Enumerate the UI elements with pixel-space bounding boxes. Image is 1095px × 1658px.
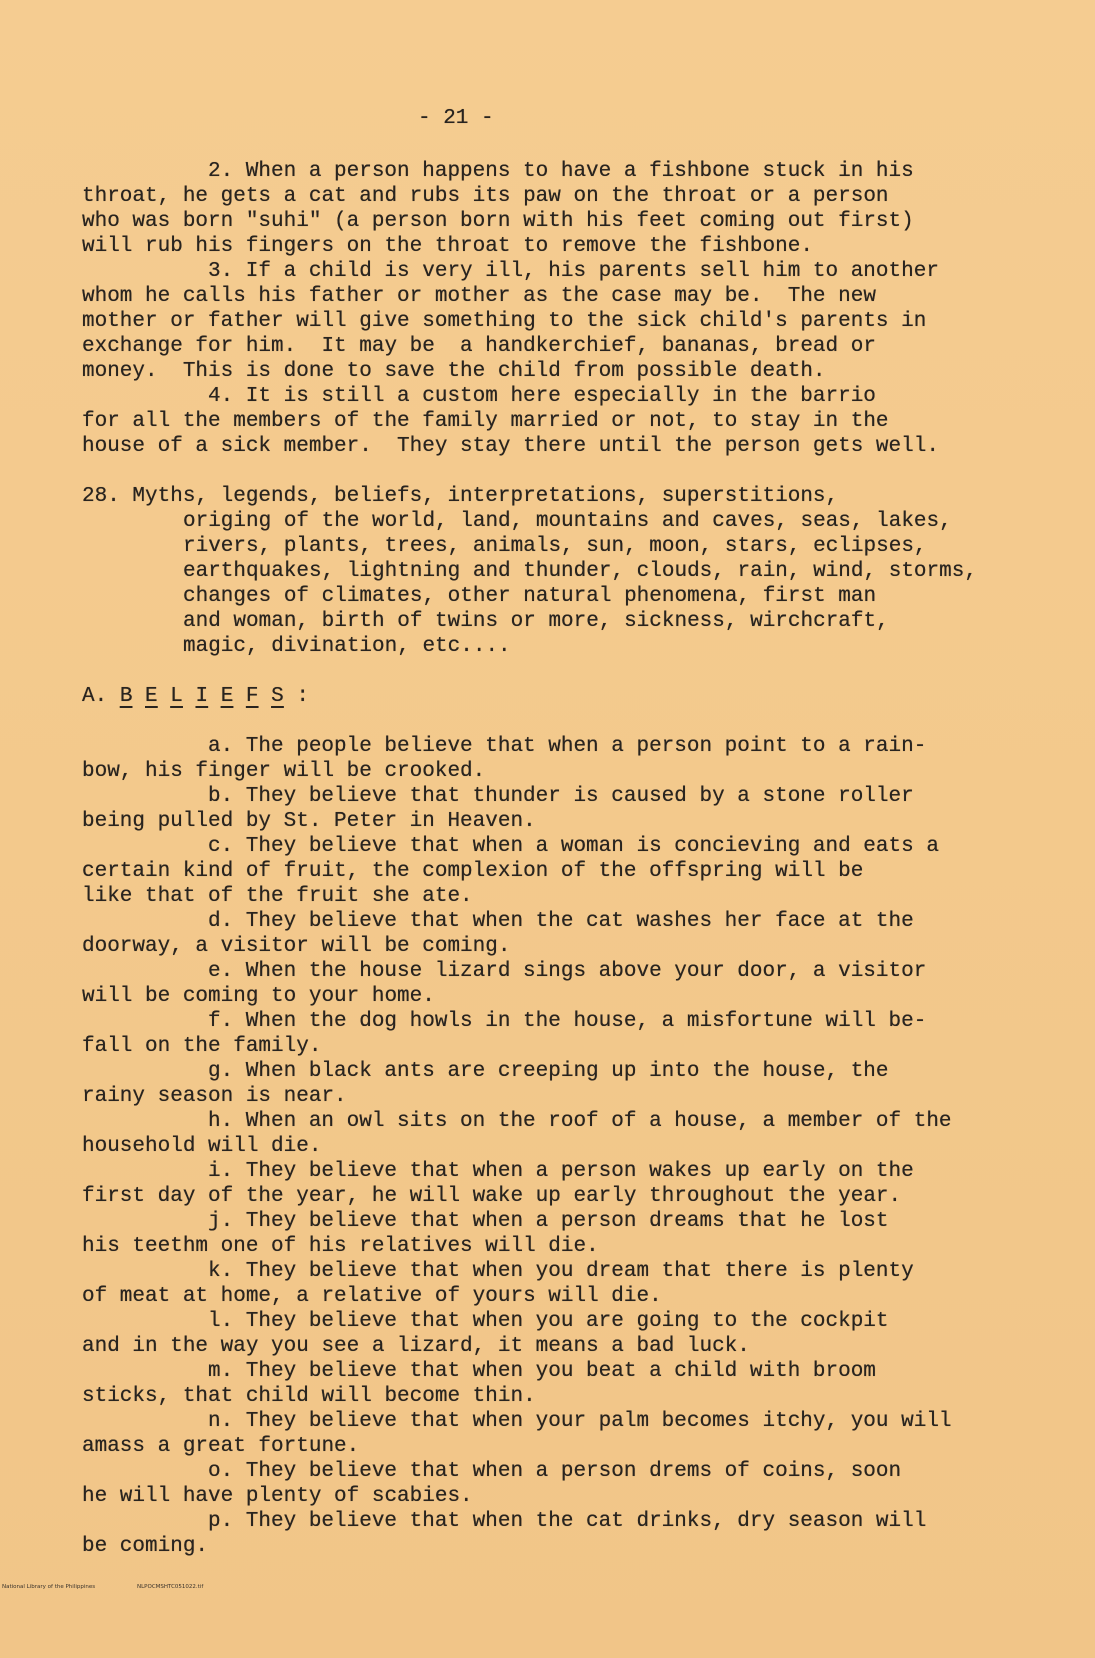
belief-item-n [82, 1409, 1072, 1459]
text-line: being pulled by St. Peter in Heaven. [82, 810, 536, 833]
section-title-line: 28. Myths, legends, beliefs, interpretations, superstitions, [82, 485, 839, 508]
heading-letter: E [145, 685, 158, 708]
document-body [82, 159, 1072, 1559]
text-line: n. They believe that when your palm becomes itchy, you will [208, 1410, 952, 1433]
custom-item-3 [82, 259, 1072, 384]
text-line: money. This is done to save the child from possible death. [82, 360, 826, 383]
text-line: changes of climates, other natural phenomena, first man [183, 585, 877, 608]
belief-item-l [82, 1309, 1072, 1359]
text-line: 2. When a person happens to have a fishbone stuck in his [208, 160, 914, 183]
text-line: whom he calls his father or mother as the case may be. The new [82, 285, 876, 308]
heading-letter: E [220, 685, 234, 708]
section-28 [82, 484, 1072, 659]
text-line: exchange for him. It may be a handkerchief, bananas, bread or [82, 335, 876, 358]
belief-item-h [82, 1109, 1072, 1159]
belief-item-i [82, 1159, 1072, 1209]
text-line: p. They believe that when the cat drinks, dry season will [208, 1510, 927, 1533]
text-line: g. When black ants are creeping up into the house, the [208, 1060, 889, 1083]
text-line: d. They believe that when the cat washes her face at the [208, 910, 914, 933]
text-line: and in the way you see a lizard, it means a bad luck. [82, 1335, 750, 1358]
text-line: c. They believe that when a woman is concieving and eats a [208, 835, 939, 858]
heading-letter: B [119, 685, 133, 708]
text-line: magic, divination, etc.... [183, 635, 511, 658]
beliefs-heading [82, 684, 1072, 709]
text-line: house of a sick member. They stay there until the person gets well. [82, 435, 939, 458]
text-line: o. They believe that when a person drems of coins, soon [208, 1460, 902, 1483]
text-line: doorway, a visitor will be coming. [82, 935, 511, 958]
text-line: 3. If a child is very ill, his parents sell him to another [208, 260, 939, 283]
heading-letter: S [271, 685, 284, 708]
text-line: 4. It is still a custom here especially in the barrio [208, 385, 876, 408]
text-line: h. When an owl sits on the roof of a house, a member of the [208, 1110, 952, 1133]
text-line: earthquakes, lightning and thunder, clouds, rain, wind, storms, [183, 560, 977, 583]
footer-file-name: NLPOCMSHTC051022.tif [137, 1584, 204, 1590]
belief-item-e [82, 959, 1072, 1009]
belief-item-k [82, 1259, 1072, 1309]
text-line: first day of the year, he will wake up early throughout the year. [82, 1185, 902, 1208]
custom-item-4 [82, 384, 1072, 459]
text-line: will be coming to your home. [82, 985, 435, 1008]
text-line: certain kind of fruit, the complexion of the offspring will be [82, 860, 864, 883]
belief-item-j [82, 1209, 1072, 1259]
text-line: throat, he gets a cat and rubs its paw on the throat or a person [82, 185, 889, 208]
custom-item-2 [82, 159, 1072, 259]
belief-item-g [82, 1059, 1072, 1109]
text-line: like that of the fruit she ate. [82, 885, 473, 908]
text-line: bow, his finger will be crooked. [82, 760, 486, 783]
page-number: - 21 - [418, 107, 494, 130]
footer-library: National Library of the Philippines [2, 1584, 96, 1590]
heading-prefix: A. [82, 685, 108, 708]
text-line: his teethm one of his relatives will die. [82, 1235, 599, 1258]
text-line: of meat at home, a relative of yours will die. [82, 1285, 662, 1308]
heading-letter: F [245, 685, 259, 708]
text-line: rivers, plants, trees, animals, sun, moon, stars, eclipses, [183, 535, 927, 558]
text-line: he will have plenty of scabies. [82, 1485, 473, 1508]
heading-letter: I [195, 685, 209, 708]
text-line: amass a great fortune. [82, 1435, 360, 1458]
text-line: b. They believe that thunder is caused by a stone roller [208, 785, 914, 808]
belief-item-c [82, 834, 1072, 909]
text-line: l. They believe that when you are going to the cockpit [208, 1310, 889, 1333]
belief-item-m [82, 1359, 1072, 1409]
text-line: be coming. [82, 1535, 209, 1558]
belief-item-o [82, 1459, 1072, 1509]
text-line: who was born "suhi" (a person born with his feet coming out first) [82, 210, 914, 233]
text-line: and woman, birth of twins or more, sickness, wirchcraft, [183, 610, 889, 633]
text-line: will rub his fingers on the throat to remove the fishbone. [82, 235, 813, 258]
text-line: k. They believe that when you dream that there is plenty [208, 1260, 914, 1283]
text-line: f. When the dog howls in the house, a misfortune will be- [208, 1010, 927, 1033]
text-line: e. When the house lizard sings above your door, a visitor [208, 960, 927, 983]
belief-item-a [82, 734, 1072, 784]
text-line: origing of the world, land, mountains and caves, seas, lakes, [183, 510, 952, 533]
scan-footer [2, 1583, 302, 1593]
belief-item-f [82, 1009, 1072, 1059]
text-line: i. They believe that when a person wakes up early on the [208, 1160, 914, 1183]
heading-letter: L [170, 685, 183, 708]
text-line: for all the members of the family married or not, to stay in the [82, 410, 889, 433]
belief-item-p [82, 1509, 1072, 1559]
text-line: sticks, that child will become thin. [82, 1385, 536, 1408]
belief-item-d [82, 909, 1072, 959]
text-line: a. The people believe that when a person point to a rain- [208, 735, 927, 758]
text-line: m. They believe that when you beat a child with broom [208, 1360, 876, 1383]
beliefs-list [82, 734, 1072, 1559]
text-line: fall on the family. [82, 1035, 322, 1058]
text-line: j. They believe that when a person dreams that he lost [208, 1210, 889, 1233]
belief-item-b [82, 784, 1072, 834]
text-line: rainy season is near. [82, 1085, 347, 1108]
text-line: household will die. [82, 1135, 322, 1158]
heading-suffix: : [296, 685, 309, 708]
text-line: mother or father will give something to the sick child's parents in [82, 310, 927, 333]
